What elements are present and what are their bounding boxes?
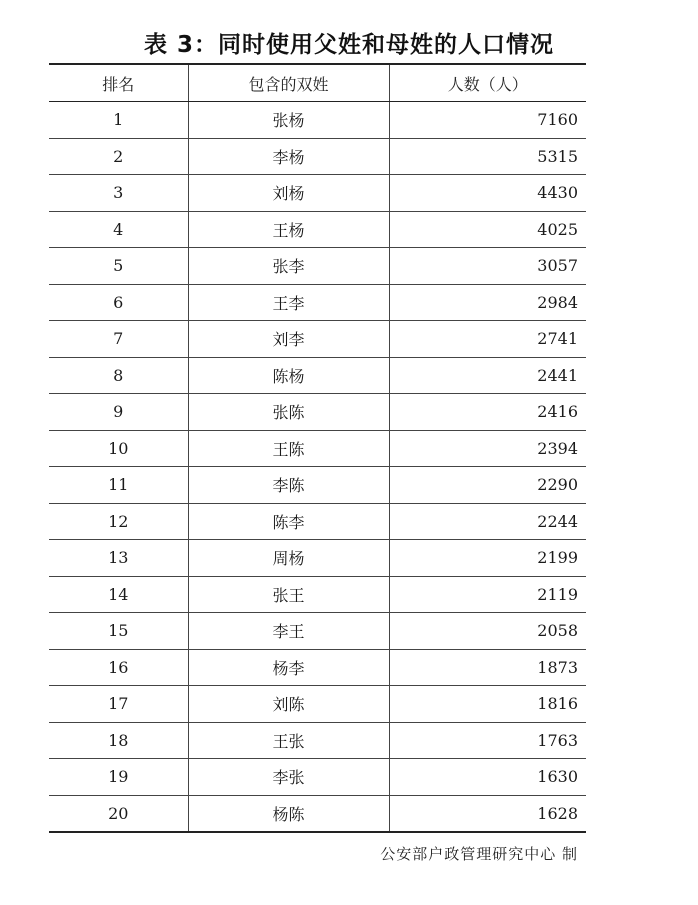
double-surname-cell: 陈李 xyxy=(188,503,389,540)
count-cell: 7160 xyxy=(389,102,586,139)
rank-cell: 11 xyxy=(49,467,188,504)
count-cell: 2741 xyxy=(389,321,586,358)
table-row xyxy=(49,576,586,613)
rank-cell: 7 xyxy=(49,321,188,358)
rank-cell: 3 xyxy=(49,175,188,212)
count-cell: 2119 xyxy=(389,576,586,613)
rank-cell: 4 xyxy=(49,211,188,248)
table-row xyxy=(49,321,586,358)
double-surname-cell: 王李 xyxy=(188,284,389,321)
rank-cell: 19 xyxy=(49,759,188,796)
header-count: 人数（人） xyxy=(389,64,586,102)
count-cell: 1873 xyxy=(389,649,586,686)
count-cell: 2244 xyxy=(389,503,586,540)
table-row xyxy=(49,722,586,759)
double-surname-cell: 周杨 xyxy=(188,540,389,577)
double-surname-cell: 张李 xyxy=(188,248,389,285)
rank-cell: 9 xyxy=(49,394,188,431)
rank-cell: 1 xyxy=(49,102,188,139)
rank-cell: 16 xyxy=(49,649,188,686)
rank-cell: 20 xyxy=(49,795,188,832)
double-surname-cell: 杨李 xyxy=(188,649,389,686)
rank-cell: 10 xyxy=(49,430,188,467)
double-surname-cell: 陈杨 xyxy=(188,357,389,394)
double-surname-cell: 王张 xyxy=(188,722,389,759)
double-surname-cell: 张王 xyxy=(188,576,389,613)
rank-cell: 8 xyxy=(49,357,188,394)
table-row xyxy=(49,357,586,394)
table-row xyxy=(49,430,586,467)
table-header xyxy=(49,64,586,102)
table-row xyxy=(49,175,586,212)
count-cell: 2441 xyxy=(389,357,586,394)
surname-table xyxy=(49,63,586,833)
data-table-container xyxy=(49,63,586,833)
table-row xyxy=(49,394,586,431)
count-cell: 2290 xyxy=(389,467,586,504)
table-row xyxy=(49,613,586,650)
count-cell: 1630 xyxy=(389,759,586,796)
table-row xyxy=(49,284,586,321)
count-cell: 5315 xyxy=(389,138,586,175)
table-row xyxy=(49,248,586,285)
count-cell: 1628 xyxy=(389,795,586,832)
table-row xyxy=(49,540,586,577)
count-cell: 4430 xyxy=(389,175,586,212)
table-row xyxy=(49,211,586,248)
count-cell: 1763 xyxy=(389,722,586,759)
double-surname-cell: 王杨 xyxy=(188,211,389,248)
rank-cell: 17 xyxy=(49,686,188,723)
count-cell: 1816 xyxy=(389,686,586,723)
count-cell: 2394 xyxy=(389,430,586,467)
table-title: 表 3：同时使用父姓和母姓的人口情况 xyxy=(143,32,554,58)
count-cell: 3057 xyxy=(389,248,586,285)
double-surname-cell: 刘陈 xyxy=(188,686,389,723)
double-surname-cell: 王陈 xyxy=(188,430,389,467)
double-surname-cell: 李王 xyxy=(188,613,389,650)
header-double-surname: 包含的双姓 xyxy=(188,64,389,102)
count-cell: 2058 xyxy=(389,613,586,650)
count-cell: 4025 xyxy=(389,211,586,248)
double-surname-cell: 李杨 xyxy=(188,138,389,175)
count-cell: 2199 xyxy=(389,540,586,577)
rank-cell: 14 xyxy=(49,576,188,613)
table-row xyxy=(49,686,586,723)
double-surname-cell: 刘杨 xyxy=(188,175,389,212)
table-row xyxy=(49,503,586,540)
rank-cell: 18 xyxy=(49,722,188,759)
double-surname-cell: 李陈 xyxy=(188,467,389,504)
rank-cell: 12 xyxy=(49,503,188,540)
double-surname-cell: 刘李 xyxy=(188,321,389,358)
table-row xyxy=(49,759,586,796)
rank-cell: 6 xyxy=(49,284,188,321)
double-surname-cell: 张杨 xyxy=(188,102,389,139)
table-row xyxy=(49,649,586,686)
header-row xyxy=(49,64,586,102)
double-surname-cell: 李张 xyxy=(188,759,389,796)
rank-cell: 5 xyxy=(49,248,188,285)
table-row xyxy=(49,795,586,832)
double-surname-cell: 张陈 xyxy=(188,394,389,431)
table-row xyxy=(49,102,586,139)
table-row xyxy=(49,138,586,175)
table-body xyxy=(49,102,586,833)
header-rank: 排名 xyxy=(49,64,188,102)
count-cell: 2984 xyxy=(389,284,586,321)
double-surname-cell: 杨陈 xyxy=(188,795,389,832)
source-credit: 公安部户政管理研究中心 制 xyxy=(380,845,578,863)
count-cell: 2416 xyxy=(389,394,586,431)
table-row xyxy=(49,467,586,504)
rank-cell: 15 xyxy=(49,613,188,650)
rank-cell: 13 xyxy=(49,540,188,577)
rank-cell: 2 xyxy=(49,138,188,175)
